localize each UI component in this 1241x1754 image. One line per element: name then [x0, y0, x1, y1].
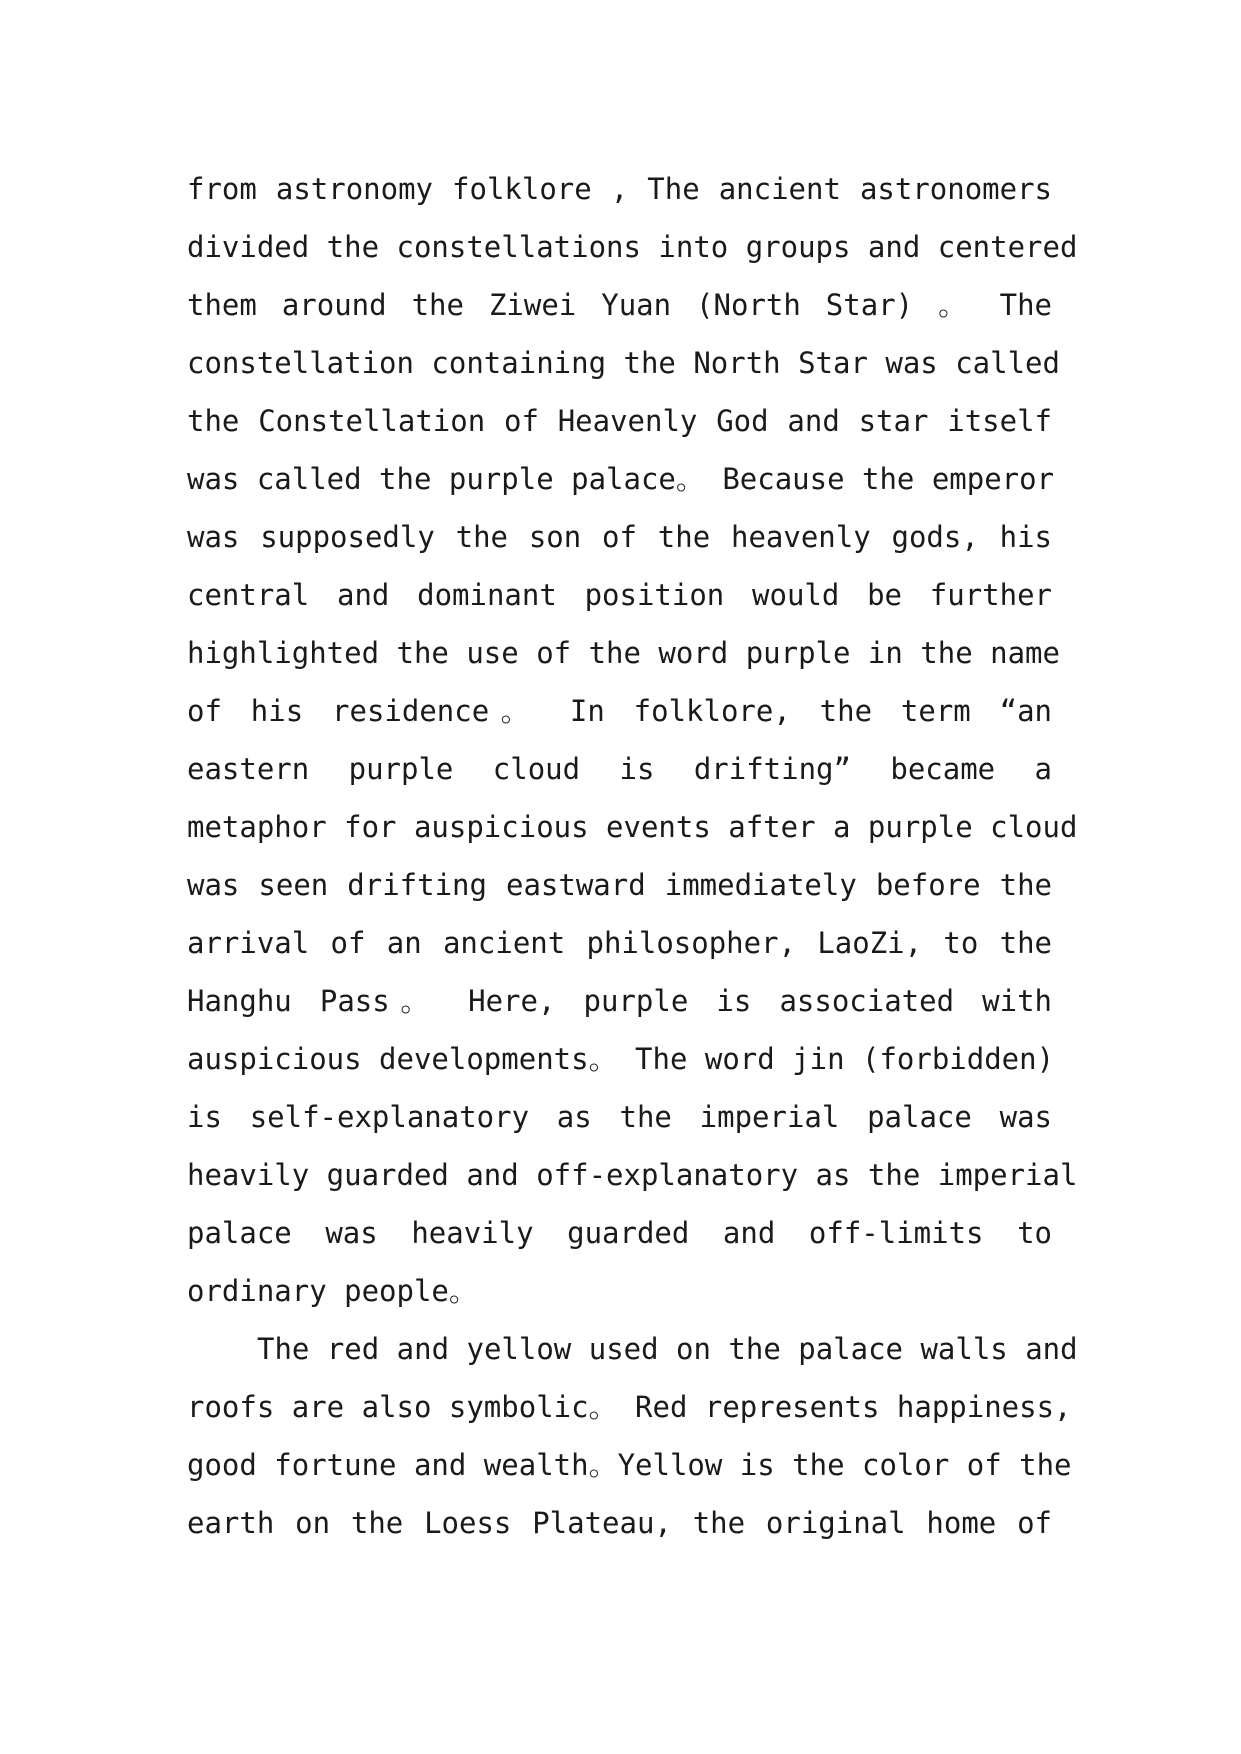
text-line: highlighted the use of the word purple in the name — [187, 636, 1060, 670]
text-line: divided the constellations into groups and centered — [187, 230, 1078, 264]
text-line: them around the Ziwei Yuan (North Star) 。 The — [187, 288, 1052, 322]
text-line: ordinary people。 — [187, 1274, 478, 1308]
text-line: from astronomy folklore , The ancient astronomers — [187, 172, 1052, 206]
text-line: auspicious developments。 The word jin (forbidden) — [187, 1042, 1055, 1076]
text-line: The red and yellow used on the palace walls and — [257, 1332, 1078, 1366]
body-text — [187, 160, 1078, 1552]
text-line: was seen drifting eastward immediately before the — [187, 868, 1052, 902]
text-line: palace was heavily guarded and off-limits to — [187, 1216, 1052, 1250]
text-line: is self-explanatory as the imperial palace was — [187, 1100, 1052, 1134]
paragraph — [187, 160, 1078, 1320]
text-line: arrival of an ancient philosopher, LaoZi, to the — [187, 926, 1052, 960]
text-line: good fortune and wealth。Yellow is the color of the — [187, 1448, 1072, 1482]
text-line: the Constellation of Heavenly God and star itself — [187, 404, 1052, 438]
text-line: was supposedly the son of the heavenly gods, his — [187, 520, 1052, 554]
text-line: heavily guarded and off-explanatory as the imperial — [187, 1158, 1078, 1192]
text-line: constellation containing the North Star was called — [187, 346, 1060, 380]
text-line: metaphor for auspicious events after a purple cloud — [187, 810, 1078, 844]
text-line: central and dominant position would be further — [187, 578, 1052, 612]
text-line: Hanghu Pass。 Here, purple is associated with — [187, 984, 1052, 1018]
paragraph — [187, 1320, 1078, 1552]
text-line: eastern purple cloud is drifting” became a — [187, 752, 1052, 786]
text-line: of his residence。 In folklore, the term “an — [187, 694, 1052, 728]
text-line: roofs are also symbolic。 Red represents happiness, — [187, 1390, 1072, 1424]
text-line: earth on the Loess Plateau, the original home of — [187, 1506, 1052, 1540]
text-line: was called the purple palace。 Because the emperor — [187, 462, 1055, 496]
